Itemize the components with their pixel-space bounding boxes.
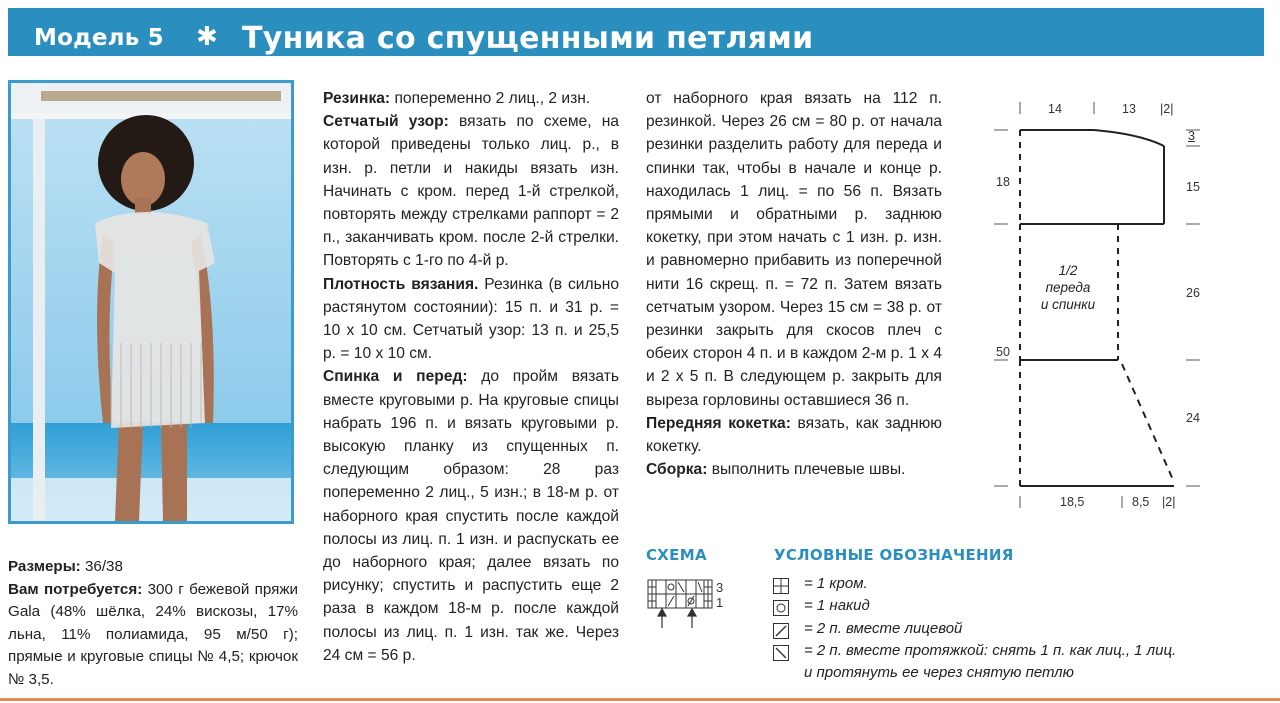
measurement-label: |2| xyxy=(1162,495,1176,509)
scheme-title: СХЕМА xyxy=(646,546,707,564)
instructions-column-1 xyxy=(323,87,619,667)
measurement-label: 13 xyxy=(1122,102,1136,116)
chart-row-label: 3 xyxy=(716,580,724,595)
ssk-icon xyxy=(773,645,789,661)
measurement-label: 3 xyxy=(1188,129,1195,143)
paragraph-text: до пройм вязать вместе круговыми р. На круговые спицы набрать 196 п. и вязать круговыми р. высокую планку из спущенных п. следующим образом: 28 раз попеременно 2 лиц., 5 изн.; в 18-м р. от наборного края спустить после каждой полосы из лиц. п. 1 изн. и распускать ее до наборного края; далее вязать по рисунку; спустить и распустить еще 2 раза в каждом 18-м р. после каждой полосы из лиц. п. 1 изн. так же. Через 24 см = 56 р. xyxy=(323,368,619,664)
paragraph-text: выполнить плечевые швы. xyxy=(707,461,906,479)
chart-row-label: 1 xyxy=(716,595,724,610)
paragraph-heading: Передняя кокетка: xyxy=(646,414,791,432)
materials-block xyxy=(8,556,298,691)
measurement-label: 18,5 xyxy=(1060,495,1085,509)
star-icon: ✱ xyxy=(196,22,218,52)
measurement-label: 26 xyxy=(1186,286,1200,300)
paragraph xyxy=(323,110,619,272)
sizes-value: 36/38 xyxy=(80,558,123,575)
instructions-column-2 xyxy=(646,87,942,481)
paragraph xyxy=(323,273,619,366)
paragraph xyxy=(323,87,619,110)
paragraph-heading: Сетчатый узор: xyxy=(323,113,449,131)
paragraph-text: вязать по схеме, на которой приведены только лиц. р., в изн. р. петли и накиды вязать изн. Начинать с кром. перед 1-й стрелкой, повторять между стрелками раппорт = 2 п., заканчивать кром. после 2-й стрелки. Повторять с 1-го по 4-й р. xyxy=(323,113,619,270)
measurement-label: 8,5 xyxy=(1132,495,1150,509)
measurement-label: 50 xyxy=(996,345,1010,359)
edge-stitch-icon xyxy=(773,578,789,594)
paragraph-heading: Плотность вязания. xyxy=(323,275,479,293)
center-label-line: 1/2 xyxy=(1058,263,1078,278)
paragraph-text: от наборного края вязать на 112 п. резинкой. Через 26 см = 80 р. от начала резинки разделить работу для переда и спинки так, чтобы в начале и конце р. находилась 1 лиц. = по 56 п. Вязать прямыми и обратными р. заднюю кокетку, при этом начать с 1 изн. р. изн. и равномерно прибавить из поперечной нити 16 скрещ. п. = 72 п. Затем вязать сетчатым узором. Через 15 см = 38 р. от резинки закрыть для скосов плеч с обеих сторон 4 п. и в каждом 2-м р. 1 х 4 и 2 х 5 п. В следующем р. закрыть для выреза горловины оставшиеся 36 п. xyxy=(646,90,942,409)
legend-item: = 2 п. вместе протяжкой: снять 1 п. как лиц., 1 лиц. xyxy=(804,642,1177,659)
measurement-label: 24 xyxy=(1186,411,1200,425)
k2tog-icon xyxy=(773,623,789,639)
schematic-center-label xyxy=(1030,262,1106,313)
materials-value: 300 г бежевой пряжи Gala (48% шёлка, 24% вискозы, 17% льна, 11% полиамида, 95 м/50 г); прямые и круговые спицы № 4,5; крючок № 3,5. xyxy=(8,580,298,688)
center-label-line: переда xyxy=(1045,280,1091,295)
model-photo xyxy=(8,80,294,524)
footer-divider xyxy=(0,698,1280,701)
legend-title: УСЛОВНЫЕ ОБОЗНАЧЕНИЯ xyxy=(774,546,1014,564)
center-label-line: и спинки xyxy=(1040,297,1096,312)
paragraph-heading: Сборка: xyxy=(646,461,708,479)
paragraph-heading: Резинка: xyxy=(323,90,391,107)
paragraph xyxy=(646,458,942,481)
paragraph xyxy=(646,412,942,458)
page-title: Туника со спущенными петлями xyxy=(242,21,814,56)
measurement-label: 18 xyxy=(996,175,1010,189)
paragraph-text: вязать, как заднюю кокетку. xyxy=(646,414,942,456)
paragraph-heading: Спинка и перед: xyxy=(323,368,468,386)
sizes-label: Размеры: xyxy=(8,558,81,575)
measurement-label: 14 xyxy=(1048,102,1062,116)
yarn-over-icon xyxy=(773,600,789,616)
paragraph xyxy=(323,365,619,667)
legend-item: = 1 кром. xyxy=(804,575,868,592)
materials-label: Вам потребуется: xyxy=(8,580,143,598)
paragraph-text: Резинка (в сильно растянутом состоянии): 15 п. и 31 р. = 10 х 10 см. Сетчатый узор: 13 п. и 25,5 р. = 10 х 10 см. xyxy=(323,275,619,363)
measurement-label: |2| xyxy=(1160,102,1174,116)
paragraph xyxy=(646,87,942,412)
legend-item: = 2 п. вместе лицевой xyxy=(804,620,963,637)
paragraph-text: попеременно 2 лиц., 2 изн. xyxy=(390,90,591,107)
title-banner xyxy=(8,8,1264,56)
model-number: Модель 5 xyxy=(34,25,164,51)
legend-item: = 1 накид xyxy=(804,597,870,614)
legend-item: и протянуть ее через снятую петлю xyxy=(804,664,1074,681)
measurement-label: 15 xyxy=(1186,180,1200,194)
